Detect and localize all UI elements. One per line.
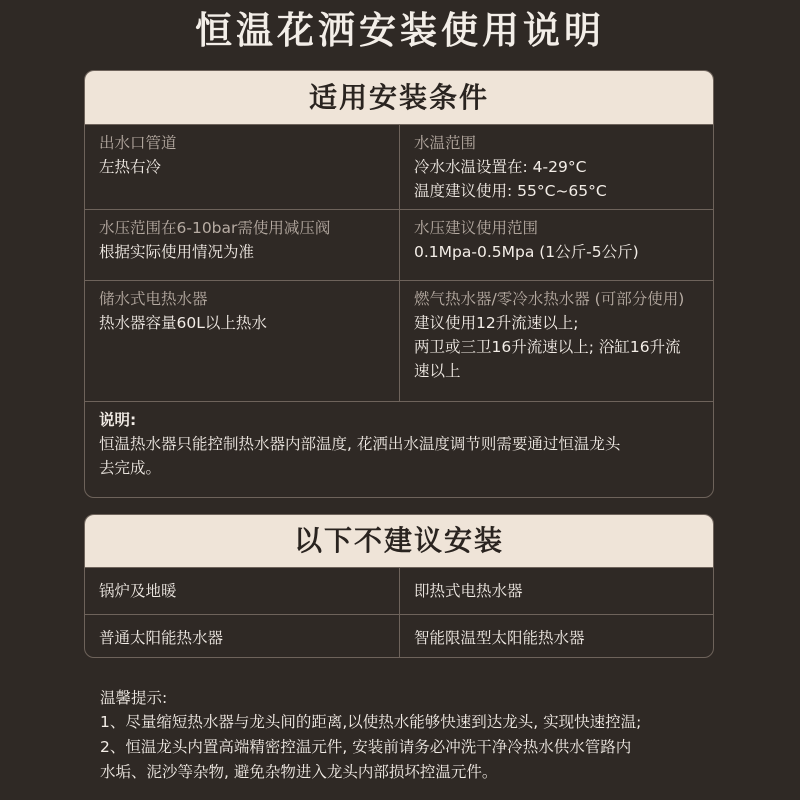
condition-text: 温度建议使用: 55°C~65°C	[414, 182, 607, 200]
condition-text: 根据实际使用情况为准	[99, 243, 255, 261]
condition-title: 水压范围在6-10bar需使用减压阀	[99, 219, 331, 237]
not-recommended-cell	[85, 568, 399, 614]
not-recommended-item: 即热式电热水器	[414, 582, 523, 600]
not-recommended-item: 锅炉及地暖	[99, 582, 177, 600]
condition-title: 出水口管道	[99, 134, 177, 152]
condition-cell	[399, 125, 713, 209]
condition-cell	[85, 281, 399, 401]
note-text: 恒温热水器只能控制热水器内部温度, 花洒出水温度调节则需要通过恒温龙头	[99, 435, 621, 453]
not-recommended-cell	[399, 615, 713, 658]
condition-text: 两卫或三卫16升流速以上; 浴缸16升流	[414, 338, 681, 356]
tips-line: 水垢、泥沙等杂物, 避免杂物进入龙头内部损坏控温元件。	[100, 763, 498, 781]
condition-text: 左热右冷	[99, 158, 162, 176]
condition-cell	[399, 281, 713, 401]
conditions-row	[85, 280, 713, 401]
page-title: 恒温花洒安装使用说明	[195, 9, 605, 52]
not-recommended-row	[85, 567, 713, 614]
install-conditions-header: 适用安装条件	[85, 71, 713, 124]
condition-text: 热水器容量60L以上热水	[99, 314, 267, 332]
condition-text: 建议使用12升流速以上;	[414, 314, 579, 332]
condition-title: 燃气热水器/零冷水热水器 (可部分使用)	[414, 290, 685, 308]
not-recommended-panel	[84, 514, 714, 658]
install-note	[85, 401, 713, 480]
not-recommended-cell	[85, 615, 399, 658]
not-recommended-item: 智能限温型太阳能热水器	[414, 629, 585, 647]
tips-line: 1、尽量缩短热水器与龙头间的距离,以使热水能够快速到达龙头, 实现快速控温;	[100, 713, 642, 731]
condition-cell	[399, 210, 713, 280]
conditions-row	[85, 124, 713, 209]
tips-title: 温馨提示:	[100, 689, 168, 707]
condition-title: 水温范围	[414, 134, 477, 152]
not-recommended-row	[85, 614, 713, 658]
tips-section	[100, 686, 720, 785]
condition-cell	[85, 125, 399, 209]
not-recommended-header: 以下不建议安装	[85, 515, 713, 567]
note-title: 说明:	[99, 411, 137, 429]
tips-line: 2、恒温龙头内置高端精密控温元件, 安装前请务必冲洗干净冷热水供水管路内	[100, 738, 632, 756]
conditions-row	[85, 209, 713, 280]
note-text: 去完成。	[99, 459, 162, 477]
not-recommended-item: 普通太阳能热水器	[99, 629, 224, 647]
install-conditions-panel	[84, 70, 714, 498]
condition-text: 速以上	[414, 362, 461, 380]
condition-text: 冷水水温设置在: 4-29°C	[414, 158, 587, 176]
condition-title: 水压建议使用范围	[414, 219, 539, 237]
condition-text: 0.1Mpa-0.5Mpa (1公斤-5公斤)	[414, 243, 639, 261]
condition-title: 储水式电热水器	[99, 290, 208, 308]
condition-cell	[85, 210, 399, 280]
not-recommended-cell	[399, 568, 713, 614]
